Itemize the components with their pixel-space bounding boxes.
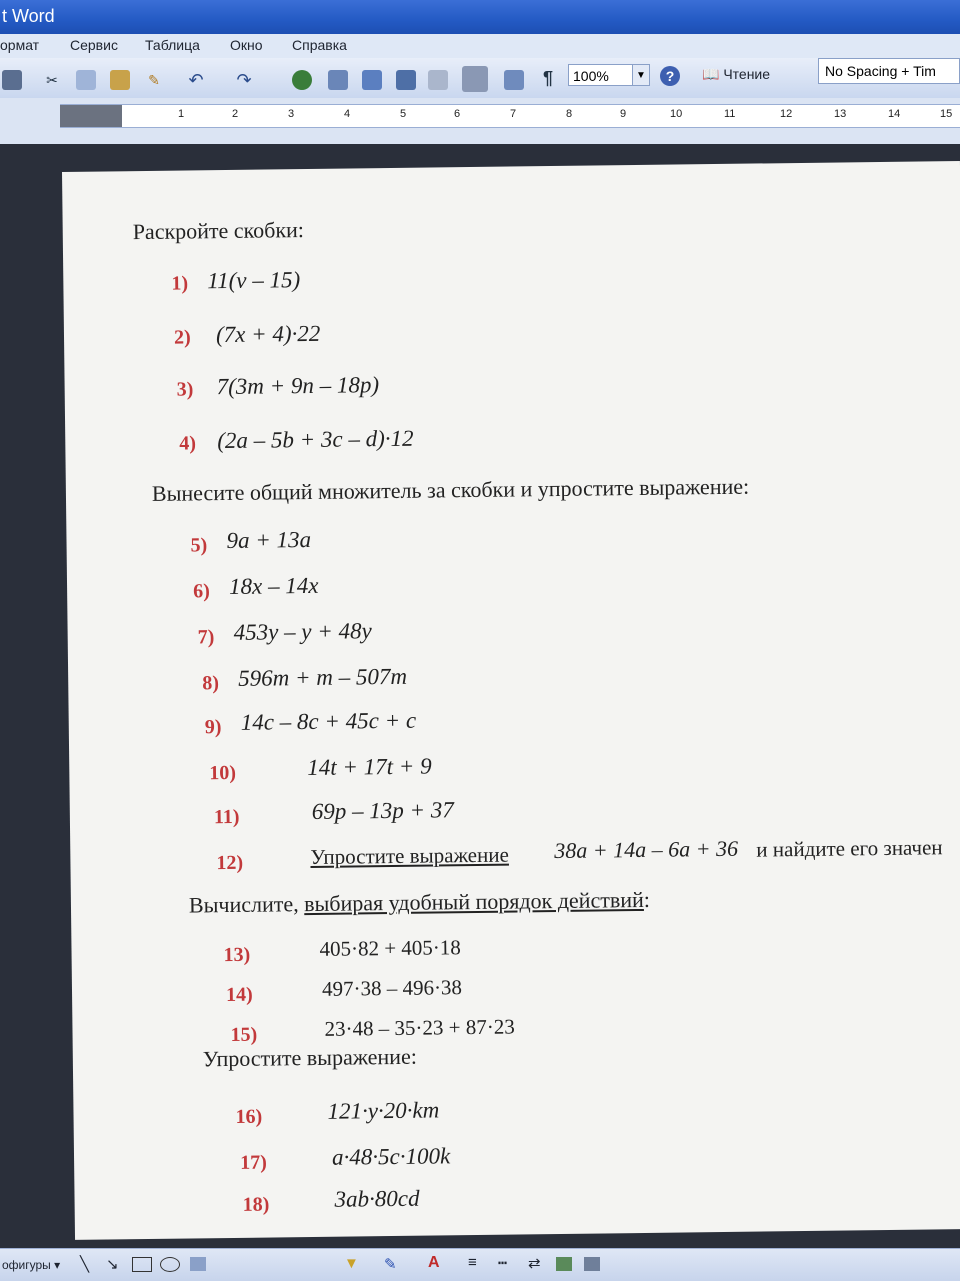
hyperlink-icon[interactable] xyxy=(292,70,312,90)
insert-table-icon[interactable] xyxy=(362,70,382,90)
reading-mode-button[interactable] xyxy=(702,66,770,83)
ruler-mark: 9 xyxy=(620,108,627,120)
ruler-mark: 6 xyxy=(454,108,461,120)
undo-icon[interactable]: ↶ xyxy=(188,70,204,90)
zoom-dropdown-icon[interactable]: ▼ xyxy=(632,64,650,86)
ruler-mark: 1 xyxy=(178,108,185,120)
ruler-mark: 13 xyxy=(834,108,847,120)
task-12-instruction: Упростите выражение xyxy=(310,842,509,870)
3d-icon[interactable] xyxy=(584,1257,600,1271)
redo-icon[interactable]: ↷ xyxy=(236,70,252,90)
drawing-icon[interactable] xyxy=(462,66,488,92)
section-heading-expand: Раскройте скобки: xyxy=(132,217,305,245)
fill-color-icon[interactable]: ▼ xyxy=(344,1255,359,1272)
ruler-mark: 4 xyxy=(344,108,351,120)
columns-icon[interactable] xyxy=(428,70,448,90)
task-number: 15) xyxy=(230,1023,258,1047)
menu-table[interactable]: Таблица xyxy=(145,37,200,53)
menu-format[interactable]: ормат xyxy=(0,37,40,53)
task-number: 13) xyxy=(223,943,251,967)
task-number: 4) xyxy=(179,432,197,455)
task-expression: 3ab·80cd xyxy=(334,1185,420,1212)
task-number: 3) xyxy=(176,378,194,401)
shadow-icon[interactable] xyxy=(556,1257,572,1271)
task-expression: 69p – 13p + 37 xyxy=(311,797,455,824)
task-number: 7) xyxy=(197,626,215,649)
line-style-icon[interactable]: ≡ xyxy=(468,1254,477,1271)
task-expression: 18x – 14x xyxy=(228,572,319,599)
window-title: t Word xyxy=(2,6,55,26)
horizontal-ruler[interactable] xyxy=(60,104,960,128)
task-number: 9) xyxy=(204,716,222,739)
ruler-mark: 14 xyxy=(888,108,901,120)
task-number: 18) xyxy=(242,1193,270,1216)
menu-window[interactable]: Окно xyxy=(230,37,263,53)
task-number: 5) xyxy=(190,534,208,557)
section-heading-calc: Вычислите, выбирая удобный порядок действий: xyxy=(188,886,651,918)
arrow-icon[interactable]: ↘ xyxy=(106,1256,119,1273)
task-expression: 497·38 – 496·38 xyxy=(321,975,463,1001)
document-page[interactable] xyxy=(62,161,960,1240)
task-expression: a·48·5c·100k xyxy=(331,1143,451,1170)
task-number: 8) xyxy=(202,672,220,695)
task-expression: 121·y·20·km xyxy=(327,1097,440,1124)
arrow-style-icon[interactable]: ⇄ xyxy=(528,1255,541,1272)
task-expression: 453y – y + 48y xyxy=(233,618,372,645)
ruler-mark: 8 xyxy=(566,108,573,120)
ruler-mark: 5 xyxy=(400,108,407,120)
task-number: 14) xyxy=(225,983,253,1007)
textbox-icon[interactable] xyxy=(190,1257,206,1271)
line-icon[interactable]: ╲ xyxy=(80,1256,90,1273)
task-expression: 405·82 + 405·18 xyxy=(319,935,461,961)
task-number: 17) xyxy=(239,1151,267,1174)
line-color-icon[interactable]: ✎ xyxy=(384,1256,397,1273)
task-expression: 9a + 13a xyxy=(226,526,312,554)
task-expression: 38a + 14a – 6a + 36 xyxy=(554,835,739,864)
ruler-mark: 3 xyxy=(288,108,295,120)
style-field[interactable]: No Spacing + Tim xyxy=(818,58,960,84)
task-expression: (7x + 4)·22 xyxy=(215,320,321,348)
task-number: 1) xyxy=(171,272,189,295)
ruler-mark: 11 xyxy=(724,108,736,120)
task-expression: 23·48 – 35·23 + 87·23 xyxy=(324,1014,515,1041)
paste-icon[interactable] xyxy=(110,70,130,90)
task-number: 11) xyxy=(213,805,240,829)
tables-borders-icon[interactable] xyxy=(328,70,348,90)
menu-tools[interactable]: Сервис xyxy=(70,37,118,53)
section-heading-factor: Вынесите общий множитель за скобки и упростите выражение: xyxy=(151,473,750,506)
autoshapes-button[interactable]: офигуры ▾ xyxy=(2,1258,61,1272)
menu-help[interactable]: Справка xyxy=(292,37,347,53)
drawing-toolbar xyxy=(0,1248,960,1281)
task-number: 6) xyxy=(192,580,210,603)
show-formatting-icon[interactable]: ¶ xyxy=(542,68,553,88)
ruler-mark: 15 xyxy=(940,108,953,120)
task-12-continuation: и найдите его значен xyxy=(756,835,943,862)
task-number: 12) xyxy=(216,851,244,875)
menu-bar xyxy=(0,34,960,58)
dash-style-icon[interactable]: ┅ xyxy=(498,1255,508,1272)
title-bar xyxy=(0,0,960,34)
section-heading-simplify: Упростите выражение: xyxy=(202,1043,418,1072)
task-expression: 11(v – 15) xyxy=(207,267,301,294)
print-icon[interactable] xyxy=(2,70,22,90)
task-expression: 14c – 8c + 45c + c xyxy=(240,707,417,735)
calc-heading-underlined: выбирая удобный порядок действий xyxy=(304,886,644,917)
zoom-field[interactable]: 100% xyxy=(568,64,638,86)
ruler-mark: 7 xyxy=(510,108,517,120)
task-expression: 14t + 17t + 9 xyxy=(307,753,432,781)
copy-icon[interactable] xyxy=(76,70,96,90)
help-icon[interactable]: ? xyxy=(660,66,680,86)
rectangle-icon[interactable] xyxy=(132,1257,152,1272)
ruler-mark: 10 xyxy=(670,108,683,120)
format-painter-icon[interactable]: ✎ xyxy=(148,72,160,88)
task-expression: 596m + m – 507m xyxy=(238,663,408,691)
document-map-icon[interactable] xyxy=(504,70,524,90)
task-number: 10) xyxy=(209,761,237,785)
book-icon: 📖 xyxy=(702,66,720,82)
cut-icon[interactable]: ✂ xyxy=(46,72,58,88)
ruler-mark: 12 xyxy=(780,108,793,120)
oval-icon[interactable] xyxy=(160,1257,180,1272)
ruler-mark: 2 xyxy=(232,108,239,120)
reading-mode-label: Чтение xyxy=(723,66,771,82)
ruler-margin xyxy=(60,105,122,127)
font-color-icon[interactable]: A xyxy=(428,1254,440,1271)
task-expression: (2a – 5b + 3c – d)·12 xyxy=(217,425,414,454)
task-number: 16) xyxy=(235,1105,263,1128)
insert-excel-icon[interactable] xyxy=(396,70,416,90)
calc-heading-lead: Вычислите, xyxy=(188,891,305,918)
task-expression: 7(3m + 9n – 18p) xyxy=(216,372,380,400)
task-number: 2) xyxy=(173,326,191,349)
